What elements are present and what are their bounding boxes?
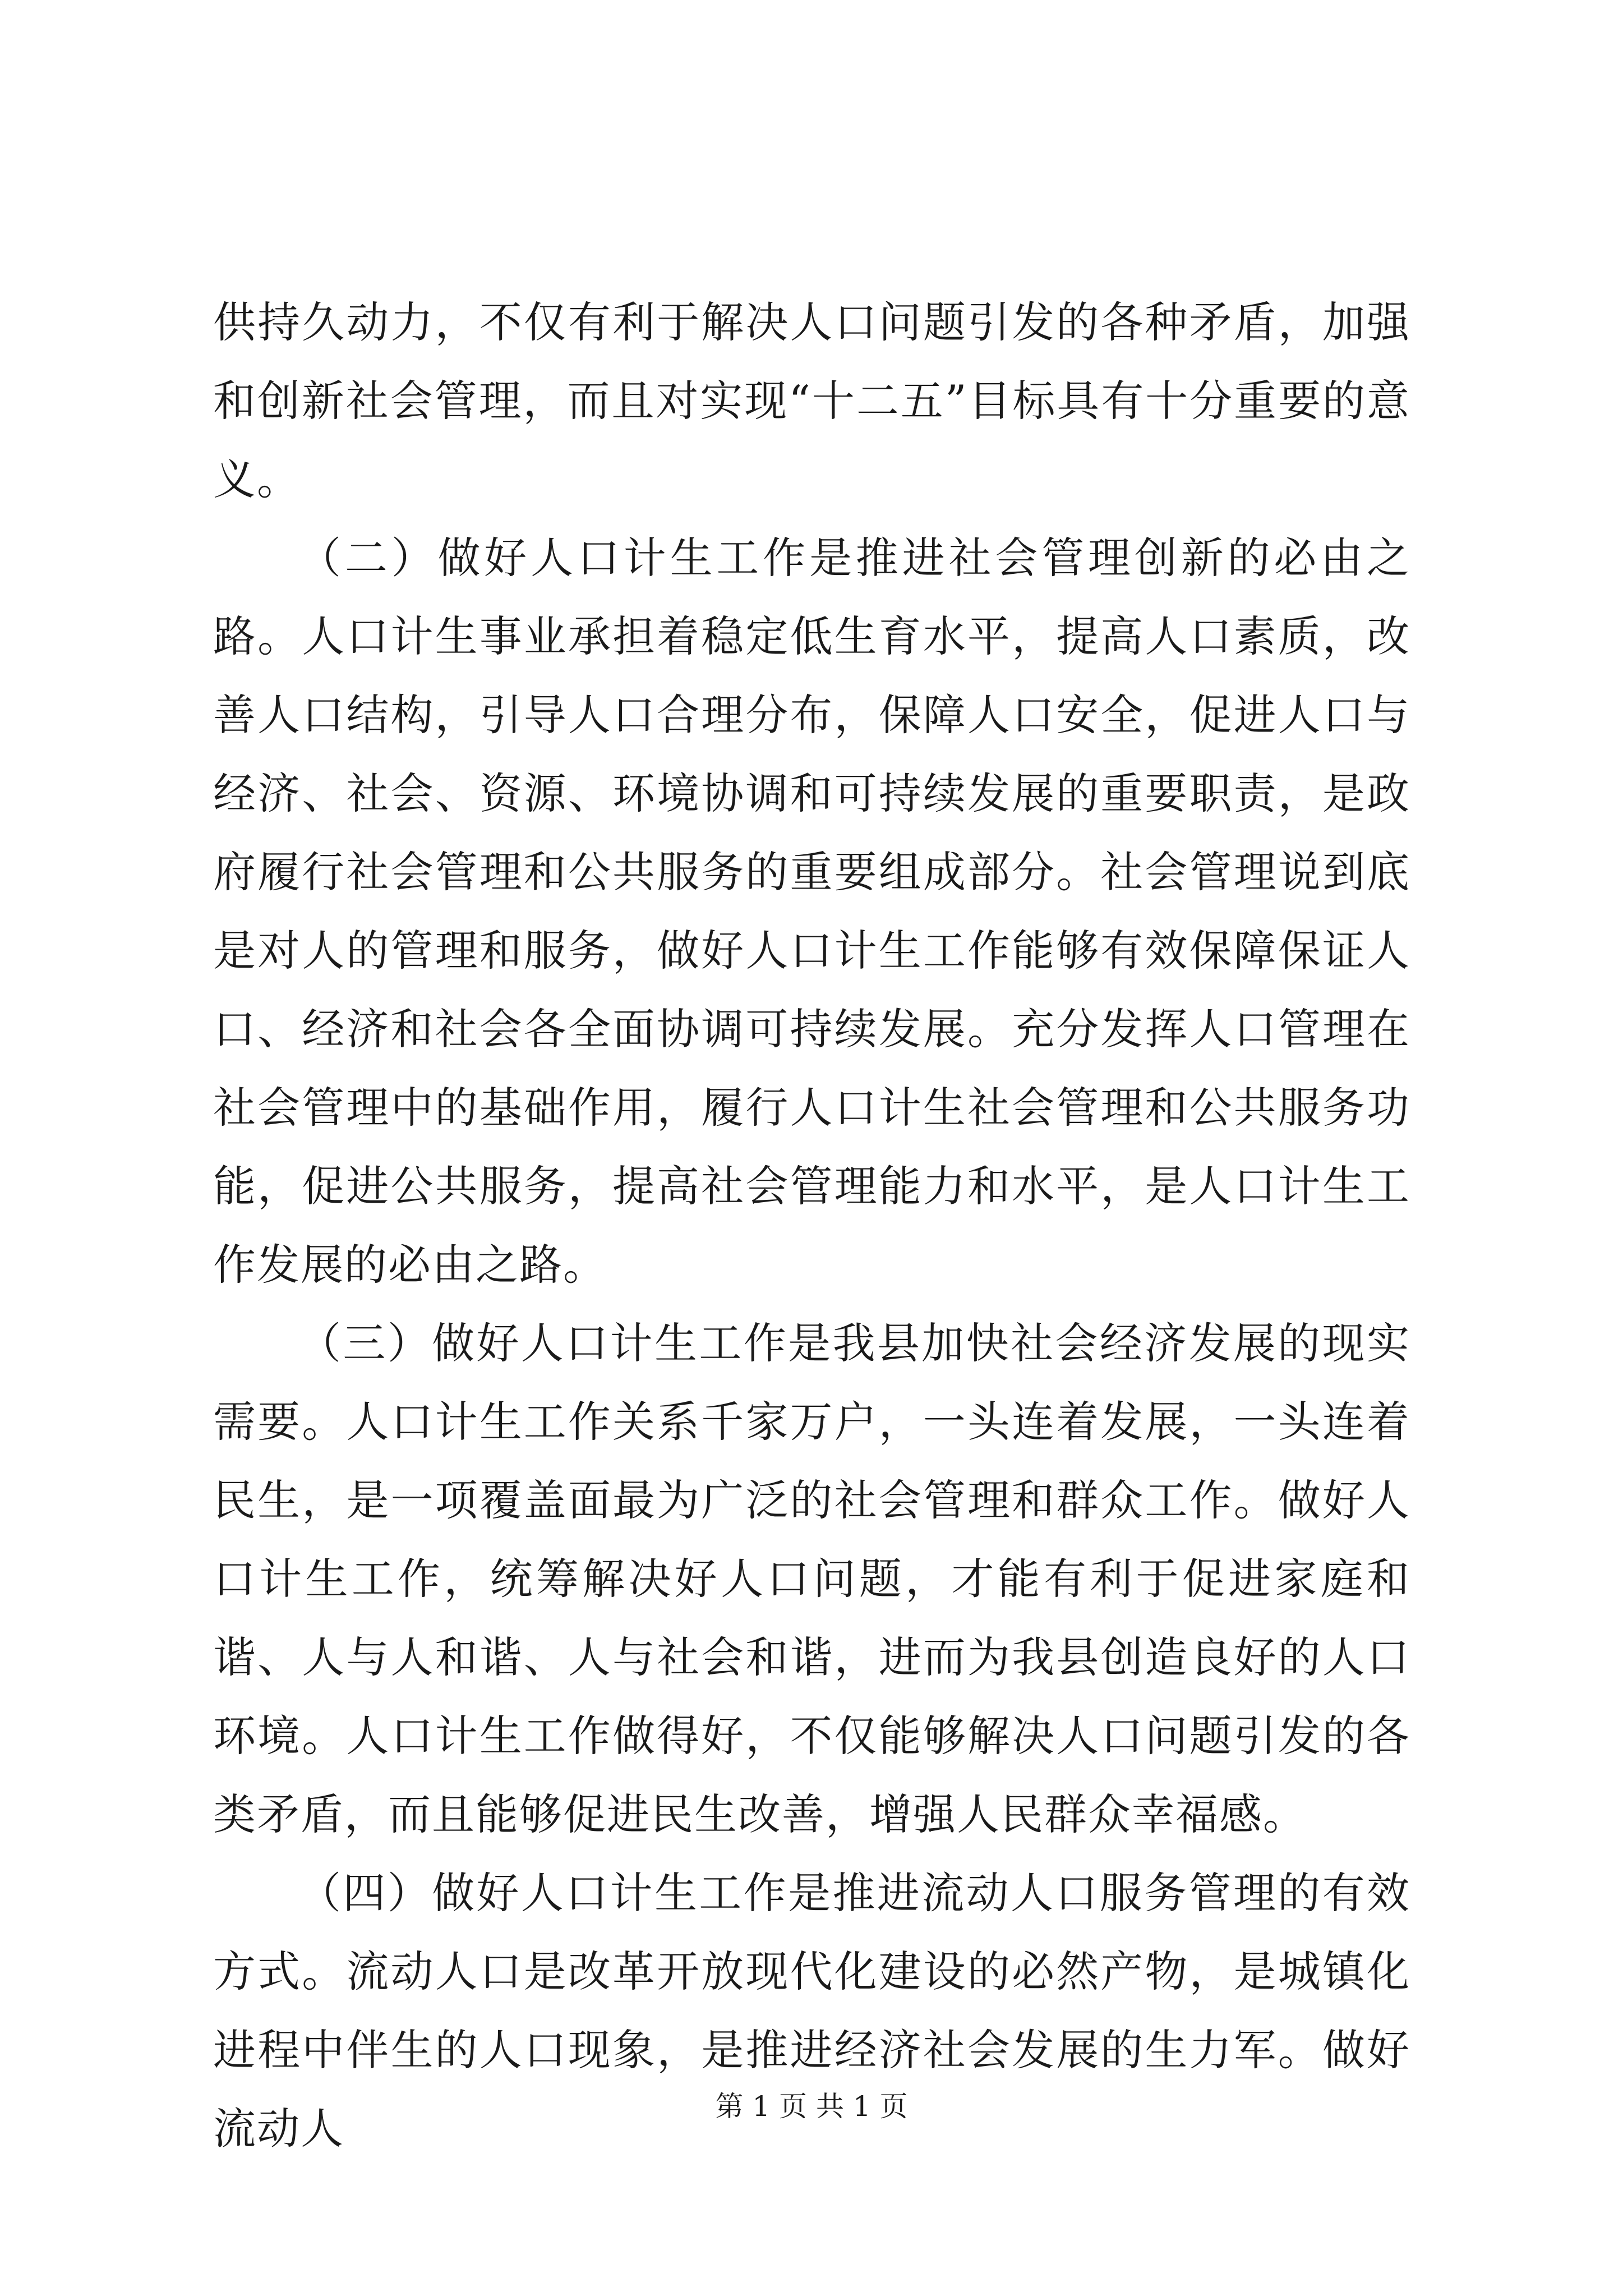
document-body: [213, 283, 1410, 2168]
paragraph-4: （四）做好人口计生工作是推进流动人口服务管理的有效方式。流动人口是改革开放现代化建设的必然产物，是城镇化进程中伴生的人口现象，是推进经济社会发展的生力军。做好流动人: [213, 1868, 1410, 2154]
page-footer: 第 1 页 共 1 页: [715, 2090, 908, 2123]
paragraph-3: （三）做好人口计生工作是我县加快社会经济发展的现实需要。人口计生工作关系千家万户，一头连着发展，一头连着民生，是一项覆盖面最为广泛的社会管理和群众工作。做好人口计生工作，统筹解决好人口问题，才能有利于促进家庭和谐、人与人和谐、人与社会和谐，进而为我县创造良好的人口环境。人口计生工作做得好，不仅能够解决人口问题引发的各类矛盾，而且能够促进民生改善，增强人民群众幸福感。: [213, 1318, 1410, 1839]
paragraph-1: 供持久动力，不仅有利于解决人口问题引发的各种矛盾，加强和创新社会管理，而且对实现“十二五”目标具有十分重要的意义。: [213, 297, 1410, 504]
paragraph-2: （二）做好人口计生工作是推进社会管理创新的必由之路。人口计生事业承担着稳定低生育水平，提高人口素质，改善人口结构，引导人口合理分布，保障人口安全，促进人口与经济、社会、资源、环境协调和可持续发展的重要职责，是政府履行社会管理和公共服务的重要组成部分。社会管理说到底是对人的管理和服务，做好人口计生工作能够有效保障保证人口、经济和社会各全面协调可持续发展。充分发挥人口管理在社会管理中的基础作用，履行人口计生社会管理和公共服务功能，促进公共服务，提高社会管理能力和水平，是人口计生工作发展的必由之路。: [213, 533, 1410, 1290]
